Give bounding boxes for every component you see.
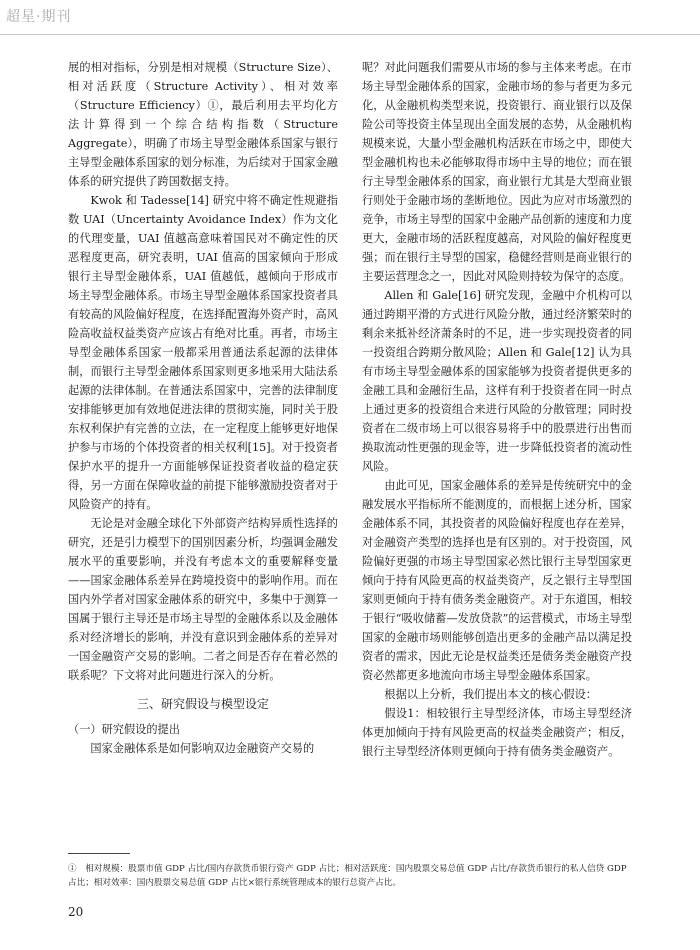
paragraph: Allen 和 Gale[16] 研究发现，金融中介机构可以通过跨期平滑的方式进行风险分散，通过经济繁荣时的剩余来抵补经济萧条时的不足，进一步实现投资者的同一投资组合跨期分散风险；Allen 和 Gale[12] 认为具有市场主导型金融体系的国家能够为投资者提供更多的金融工具和金融衍生品，这样有利于投资者在同一时点上通过更多的投资组合来进行风险的分散管理；同时投资者在二级市场上可以很容易将手中的股票进行出售而换取流动性更强的现金等，进一步降低投资者的流动性风险。 [362, 289, 632, 473]
hypothesis-paragraph: 假设1：相较银行主导型经济体，市场主导型经济体更加倾向于持有风险更高的权益类金融资产；相反，银行主导型经济体则更倾向于持有债务类金融资产。 [362, 707, 632, 758]
paragraph: Kwok 和 Tadesse[14] 研究中将不确定性规避指数 UAI（Uncertainty Avoidance Index）作为文化的代理变量，UAI 值越高意味着国民对不确定性的厌恶程度更高，研究表明，UAI 值高的国家倾向于形成银行主导型金融体系，UAI 值越低，越倾向于形成市场主导型金融体系。市场主导型金融体系国家投资者具有较高的风险偏好程度，在选择配置海外资产时，高风险高收益权益类资产应该占有绝对比重。再者，市场主导型金融体系国家一般都采用普通法系起源的法律体制，而银行主导型金融体系国家则更多地采用大陆法系起源的法律体制。在普通法系国家中，完善的法律制度安排能够更加有效地促进法律的贯彻实施，同时关于股东权利保护有完善的立法，在一定程度上能够更好地保护参与市场的个体投资者的相关权利[15]。对于投资者保护水平的提升一方面能够保证投资者收益的稳定获得，另一方面在保障收益的前提下能够激励投资者对于风险资产的持有。 [68, 194, 338, 511]
header-divider [0, 34, 700, 35]
footnote-divider [68, 853, 130, 854]
paragraph: 根据以上分析，我们提出本文的核心假设： [384, 688, 597, 701]
subsection-heading: （一）研究假设的提出 [68, 723, 180, 736]
journal-logo: 超星·期刊 [6, 9, 72, 25]
paragraph: 呢？对此问题我们需要从市场的参与主体来考虑。在市场主导型金融体系的国家，金融市场的参与者更为多元化，从金融机构类型来说，投资银行、商业银行以及保险公司等投资主体呈现出全面发展的态势，从金融机构规模来说，大量小型金融机构活跃在市场之中，即使大型金融机构也未必能够取得市场中主导的地位；而在银行主导型金融体系的国家，商业银行尤其是大型商业银行则处于金融市场的垄断地位。因此为应对市场激烈的竞争，市场主导型的国家中金融产品创新的速度和力度更大，金融市场的活跃程度越高，对风险的偏好程度更强；而在银行主导型的国家，稳健经营则是商业银行的主要运营理念之一，因此对风险则持较为保守的态度。 [362, 61, 632, 283]
page-number: 20 [68, 905, 84, 919]
paragraph: 由此可见，国家金融体系的差异是传统研究中的金融发展水平指标所不能测度的，而根据上述分析，国家金融体系不同，其投资者的风险偏好程度也存在差异，对金融资产类型的选择也是有区别的。对于投资国，风险偏好更强的市场主导型国家必然比银行主导型国家更倾向于持有风险更高的权益类资产，反之银行主导型国家则更倾向于持有债务类金融资产。对于东道国，相较于银行“吸收储蓄—发放贷款”的运营模式，市场主导型国家的金融市场则能够创造出更多的金融产品以满足投资者的需求，因此无论是权益类还是债务类金融资产投资必然都更多地流向市场主导型金融体系国家。 [362, 479, 632, 682]
section-heading: 三、研究假设与模型设定 [136, 697, 269, 711]
left-column [68, 58, 338, 758]
right-column [362, 58, 632, 761]
paragraph: 国家金融体系是如何影响双边金融资产交易的 [90, 742, 315, 755]
footnote: ① 相对规模：股票市值 GDP 占比/国内存款货币银行资产 GDP 占比；相对活跃度：国内股票交易总值 GDP 占比/存款货币银行的私人信贷 GDP 占比；相对效率：国内股票交易总值 GDP 占比×银行系统管理成本的银行总资产占比。 [68, 864, 627, 888]
paragraph: 展的相对指标，分别是相对规模（Structure Size）、相对活跃度（Structure Activity）、相对效率（Structure Efficiency）①，最后利用去平均化方法计算得到一个综合结构指数（Structure Aggregate），明确了市场主导型金融体系国家与银行主导型金融体系国家的划分标准，为后续对于国家金融体系的研究提供了跨国数据支持。 [68, 61, 338, 188]
paragraph: 无论是对金融全球化下外部资产结构异质性选择的研究，还是引力模型下的国别因素分析，均强调金融发展水平的重要影响，并没有考虑本文的重要解释变量——国家金融体系差异在跨境投资中的影响作用。而在国内外学者对国家金融体系的研究中，多集中于测算一国属于银行主导还是市场主导型的金融体系以及金融体系对经济增长的影响，并没有意识到金融体系的差异对一国金融资产交易的影响。二者之间是否存在着必然的联系呢？下文将对此问题进行深入的分析。 [68, 517, 338, 682]
